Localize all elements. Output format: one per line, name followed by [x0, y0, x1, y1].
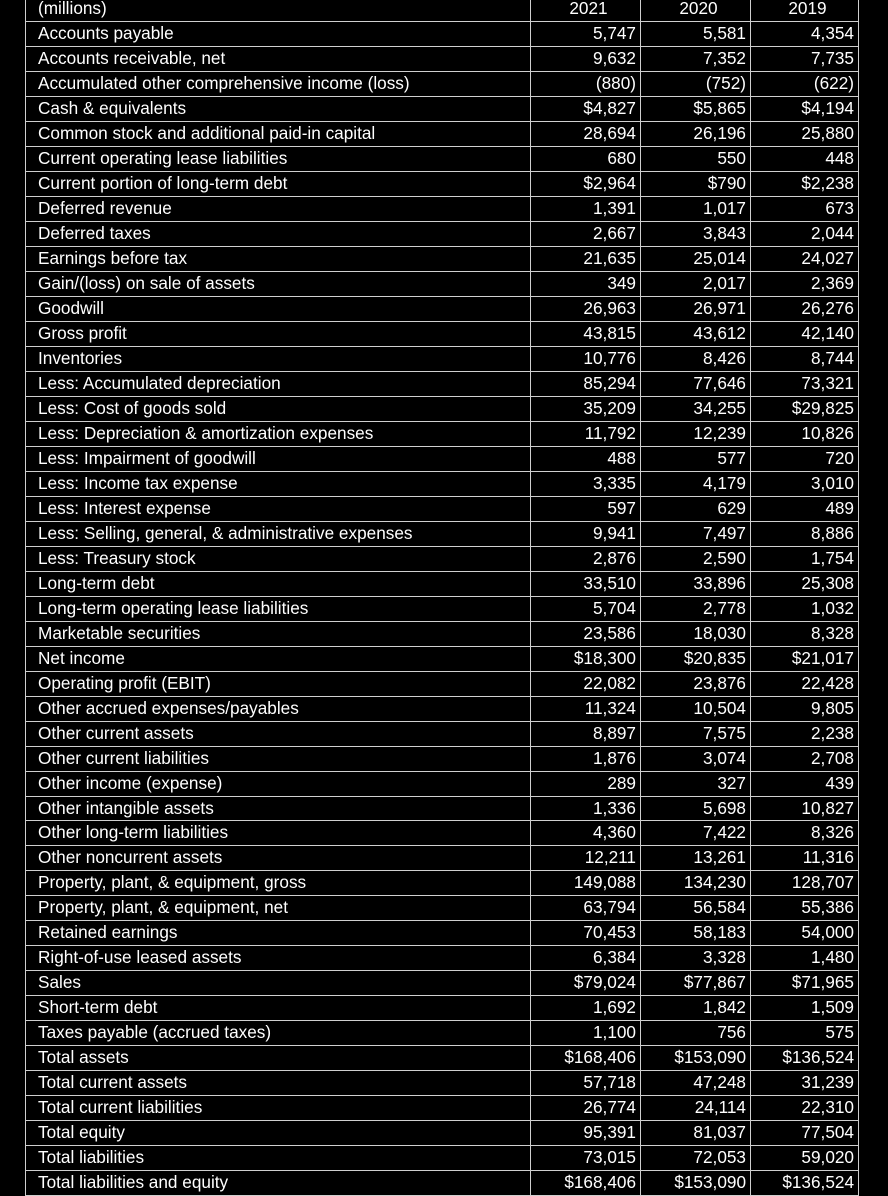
- value-2020: $5,865: [641, 96, 751, 121]
- row-label: Taxes payable (accrued taxes): [26, 1021, 531, 1046]
- value-2019: 55,386: [751, 896, 859, 921]
- row-label: Other accrued expenses/payables: [26, 696, 531, 721]
- value-2020: 56,584: [641, 896, 751, 921]
- year-header-2021: 2021: [531, 0, 641, 21]
- value-2021: 57,718: [531, 1071, 641, 1096]
- value-2019: 25,308: [751, 571, 859, 596]
- value-2021: $168,406: [531, 1046, 641, 1071]
- value-2021: 11,792: [531, 421, 641, 446]
- row-label: Marketable securities: [26, 621, 531, 646]
- value-2019: 11,316: [751, 846, 859, 871]
- value-2020: 2,590: [641, 546, 751, 571]
- value-2020: 25,014: [641, 246, 751, 271]
- value-2020: 13,261: [641, 846, 751, 871]
- value-2021: 28,694: [531, 121, 641, 146]
- table-row: [26, 146, 859, 171]
- value-2019: 2,044: [751, 221, 859, 246]
- value-2021: 85,294: [531, 371, 641, 396]
- table-row: [26, 296, 859, 321]
- value-2019: $136,524: [751, 1171, 859, 1196]
- table-row: [26, 246, 859, 271]
- value-2020: 756: [641, 1021, 751, 1046]
- table-header-row: [26, 0, 859, 21]
- value-2021: 349: [531, 271, 641, 296]
- table-row: [26, 421, 859, 446]
- value-2021: 2,876: [531, 546, 641, 571]
- row-label: Other income (expense): [26, 771, 531, 796]
- value-2020: 26,196: [641, 121, 751, 146]
- value-2019: 54,000: [751, 921, 859, 946]
- table-row: [26, 671, 859, 696]
- row-label: Less: Depreciation & amortization expenses: [26, 421, 531, 446]
- table-row: [26, 1046, 859, 1071]
- value-2019: 24,027: [751, 246, 859, 271]
- row-label: Deferred revenue: [26, 196, 531, 221]
- value-2019: 10,826: [751, 421, 859, 446]
- value-2021: 2,667: [531, 221, 641, 246]
- table-row: [26, 771, 859, 796]
- table-row: [26, 846, 859, 871]
- row-label: Total liabilities: [26, 1146, 531, 1171]
- value-2019: 25,880: [751, 121, 859, 146]
- value-2019: 1,509: [751, 996, 859, 1021]
- row-label: Common stock and additional paid-in capital: [26, 121, 531, 146]
- value-2019: 42,140: [751, 321, 859, 346]
- row-label: Right-of-use leased assets: [26, 946, 531, 971]
- table-row: [26, 21, 859, 46]
- value-2019: $71,965: [751, 971, 859, 996]
- value-2021: 1,876: [531, 746, 641, 771]
- value-2020: 81,037: [641, 1121, 751, 1146]
- table-row: [26, 796, 859, 821]
- table-row: [26, 596, 859, 621]
- value-2020: 2,017: [641, 271, 751, 296]
- table-row: [26, 46, 859, 71]
- row-label: Retained earnings: [26, 921, 531, 946]
- table-row: [26, 996, 859, 1021]
- value-2019: 22,428: [751, 671, 859, 696]
- value-2021: 5,747: [531, 21, 641, 46]
- value-2021: (880): [531, 71, 641, 96]
- row-label: Total equity: [26, 1121, 531, 1146]
- value-2019: 4,354: [751, 21, 859, 46]
- value-2021: 8,897: [531, 721, 641, 746]
- row-label: Operating profit (EBIT): [26, 671, 531, 696]
- row-label: Long-term debt: [26, 571, 531, 596]
- value-2020: $77,867: [641, 971, 751, 996]
- value-2019: 128,707: [751, 871, 859, 896]
- value-2020: (752): [641, 71, 751, 96]
- value-2019: 575: [751, 1021, 859, 1046]
- value-2021: 149,088: [531, 871, 641, 896]
- value-2021: 1,391: [531, 196, 641, 221]
- row-label: Less: Income tax expense: [26, 471, 531, 496]
- value-2021: $168,406: [531, 1171, 641, 1196]
- value-2021: 6,384: [531, 946, 641, 971]
- table-row: [26, 946, 859, 971]
- value-2019: 1,754: [751, 546, 859, 571]
- row-label: Long-term operating lease liabilities: [26, 596, 531, 621]
- value-2021: 23,586: [531, 621, 641, 646]
- table-row: [26, 371, 859, 396]
- table-row: [26, 221, 859, 246]
- row-label: Total liabilities and equity: [26, 1171, 531, 1196]
- value-2019: 673: [751, 196, 859, 221]
- row-label: Short-term debt: [26, 996, 531, 1021]
- table-row: [26, 196, 859, 221]
- value-2019: 10,827: [751, 796, 859, 821]
- value-2020: 18,030: [641, 621, 751, 646]
- table-row: [26, 871, 859, 896]
- value-2020: 26,971: [641, 296, 751, 321]
- row-label: Accounts payable: [26, 21, 531, 46]
- value-2019: 22,310: [751, 1096, 859, 1121]
- table-row: [26, 471, 859, 496]
- value-2021: $79,024: [531, 971, 641, 996]
- value-2020: 34,255: [641, 396, 751, 421]
- value-2020: 33,896: [641, 571, 751, 596]
- value-2020: 134,230: [641, 871, 751, 896]
- table-row: [26, 96, 859, 121]
- table-row: [26, 1096, 859, 1121]
- row-label: Property, plant, & equipment, gross: [26, 871, 531, 896]
- value-2021: 10,776: [531, 346, 641, 371]
- row-label: Other noncurrent assets: [26, 846, 531, 871]
- table-row: [26, 821, 859, 846]
- table-row: [26, 171, 859, 196]
- value-2020: 577: [641, 446, 751, 471]
- value-2021: 21,635: [531, 246, 641, 271]
- value-2021: 5,704: [531, 596, 641, 621]
- value-2021: 4,360: [531, 821, 641, 846]
- value-2019: 489: [751, 496, 859, 521]
- table-row: [26, 546, 859, 571]
- financial-table-container: [25, 0, 858, 1196]
- table-row: [26, 921, 859, 946]
- value-2019: 2,238: [751, 721, 859, 746]
- value-2021: 73,015: [531, 1146, 641, 1171]
- value-2021: 1,336: [531, 796, 641, 821]
- value-2020: 2,778: [641, 596, 751, 621]
- value-2020: 4,179: [641, 471, 751, 496]
- value-2019: $136,524: [751, 1046, 859, 1071]
- value-2019: (622): [751, 71, 859, 96]
- value-2019: $4,194: [751, 96, 859, 121]
- table-row: [26, 71, 859, 96]
- value-2019: $29,825: [751, 396, 859, 421]
- value-2021: $4,827: [531, 96, 641, 121]
- row-label: Current operating lease liabilities: [26, 146, 531, 171]
- value-2020: 629: [641, 496, 751, 521]
- table-row: [26, 396, 859, 421]
- value-2019: 2,369: [751, 271, 859, 296]
- table-row: [26, 971, 859, 996]
- table-row: [26, 1071, 859, 1096]
- row-label: Less: Cost of goods sold: [26, 396, 531, 421]
- year-header-2020: 2020: [641, 0, 751, 21]
- value-2021: 95,391: [531, 1121, 641, 1146]
- value-2020: 72,053: [641, 1146, 751, 1171]
- row-label: Earnings before tax: [26, 246, 531, 271]
- value-2021: 43,815: [531, 321, 641, 346]
- year-header-2019: 2019: [751, 0, 859, 21]
- value-2021: 11,324: [531, 696, 641, 721]
- row-label: Inventories: [26, 346, 531, 371]
- row-label: Other current assets: [26, 721, 531, 746]
- value-2019: 1,032: [751, 596, 859, 621]
- value-2021: 26,774: [531, 1096, 641, 1121]
- value-2021: 9,941: [531, 521, 641, 546]
- value-2021: 289: [531, 771, 641, 796]
- row-label: Other intangible assets: [26, 796, 531, 821]
- value-2019: 73,321: [751, 371, 859, 396]
- table-row: [26, 896, 859, 921]
- table-row: [26, 271, 859, 296]
- row-label: Accounts receivable, net: [26, 46, 531, 71]
- row-label: Goodwill: [26, 296, 531, 321]
- value-2019: $2,238: [751, 171, 859, 196]
- value-2019: 77,504: [751, 1121, 859, 1146]
- row-label: Total assets: [26, 1046, 531, 1071]
- value-2021: 26,963: [531, 296, 641, 321]
- value-2019: 448: [751, 146, 859, 171]
- row-label: Other long-term liabilities: [26, 821, 531, 846]
- value-2019: 31,239: [751, 1071, 859, 1096]
- value-2021: 1,692: [531, 996, 641, 1021]
- value-2020: 77,646: [641, 371, 751, 396]
- value-2021: 488: [531, 446, 641, 471]
- value-2019: 26,276: [751, 296, 859, 321]
- value-2020: 1,017: [641, 196, 751, 221]
- value-2020: 550: [641, 146, 751, 171]
- row-label: Less: Interest expense: [26, 496, 531, 521]
- value-2020: $153,090: [641, 1171, 751, 1196]
- row-label: Less: Impairment of goodwill: [26, 446, 531, 471]
- value-2021: $2,964: [531, 171, 641, 196]
- value-2021: 63,794: [531, 896, 641, 921]
- value-2021: 597: [531, 496, 641, 521]
- row-label: Property, plant, & equipment, net: [26, 896, 531, 921]
- table-row: [26, 521, 859, 546]
- value-2020: $20,835: [641, 646, 751, 671]
- value-2019: 8,328: [751, 621, 859, 646]
- value-2019: 59,020: [751, 1146, 859, 1171]
- value-2020: 23,876: [641, 671, 751, 696]
- value-2020: 7,497: [641, 521, 751, 546]
- table-row: [26, 1121, 859, 1146]
- row-label: Gross profit: [26, 321, 531, 346]
- value-2019: 439: [751, 771, 859, 796]
- value-2020: 7,575: [641, 721, 751, 746]
- row-label: Gain/(loss) on sale of assets: [26, 271, 531, 296]
- value-2020: 1,842: [641, 996, 751, 1021]
- value-2019: 8,886: [751, 521, 859, 546]
- table-row: [26, 496, 859, 521]
- table-row: [26, 746, 859, 771]
- value-2021: 12,211: [531, 846, 641, 871]
- row-label: Less: Treasury stock: [26, 546, 531, 571]
- value-2021: 680: [531, 146, 641, 171]
- value-2020: 24,114: [641, 1096, 751, 1121]
- value-2020: 327: [641, 771, 751, 796]
- row-label: Other current liabilities: [26, 746, 531, 771]
- row-label: Sales: [26, 971, 531, 996]
- value-2021: 3,335: [531, 471, 641, 496]
- row-label: Less: Selling, general, & administrative expenses: [26, 521, 531, 546]
- value-2020: 47,248: [641, 1071, 751, 1096]
- financial-statement-table: [25, 0, 859, 1196]
- table-row: [26, 621, 859, 646]
- value-2021: 70,453: [531, 921, 641, 946]
- value-2020: 10,504: [641, 696, 751, 721]
- table-row: [26, 646, 859, 671]
- value-2019: 8,744: [751, 346, 859, 371]
- table-row: [26, 446, 859, 471]
- row-label: Net income: [26, 646, 531, 671]
- value-2020: 3,328: [641, 946, 751, 971]
- value-2020: 7,422: [641, 821, 751, 846]
- value-2020: 58,183: [641, 921, 751, 946]
- value-2020: 12,239: [641, 421, 751, 446]
- row-label: Cash & equivalents: [26, 96, 531, 121]
- row-label: Current portion of long-term debt: [26, 171, 531, 196]
- value-2020: 5,698: [641, 796, 751, 821]
- table-row: [26, 696, 859, 721]
- value-2021: 1,100: [531, 1021, 641, 1046]
- value-2021: 33,510: [531, 571, 641, 596]
- table-row: [26, 721, 859, 746]
- row-label: Total current liabilities: [26, 1096, 531, 1121]
- table-row: [26, 571, 859, 596]
- table-row: [26, 321, 859, 346]
- table-row: [26, 121, 859, 146]
- value-2019: 2,708: [751, 746, 859, 771]
- value-2021: 9,632: [531, 46, 641, 71]
- value-2020: 3,074: [641, 746, 751, 771]
- value-2020: 8,426: [641, 346, 751, 371]
- row-label: Less: Accumulated depreciation: [26, 371, 531, 396]
- value-2020: 7,352: [641, 46, 751, 71]
- value-2021: $18,300: [531, 646, 641, 671]
- row-label: Total current assets: [26, 1071, 531, 1096]
- value-2019: 720: [751, 446, 859, 471]
- value-2019: 3,010: [751, 471, 859, 496]
- row-label: Deferred taxes: [26, 221, 531, 246]
- value-2020: 43,612: [641, 321, 751, 346]
- table-row: [26, 1171, 859, 1196]
- value-2021: 35,209: [531, 396, 641, 421]
- value-2019: 1,480: [751, 946, 859, 971]
- value-2019: $21,017: [751, 646, 859, 671]
- value-2020: $153,090: [641, 1046, 751, 1071]
- units-label: (millions): [26, 0, 531, 21]
- table-row: [26, 346, 859, 371]
- value-2020: 5,581: [641, 21, 751, 46]
- value-2020: 3,843: [641, 221, 751, 246]
- value-2019: 8,326: [751, 821, 859, 846]
- row-label: Accumulated other comprehensive income (loss): [26, 71, 531, 96]
- value-2019: 9,805: [751, 696, 859, 721]
- value-2019: 7,735: [751, 46, 859, 71]
- table-row: [26, 1021, 859, 1046]
- value-2021: 22,082: [531, 671, 641, 696]
- value-2020: $790: [641, 171, 751, 196]
